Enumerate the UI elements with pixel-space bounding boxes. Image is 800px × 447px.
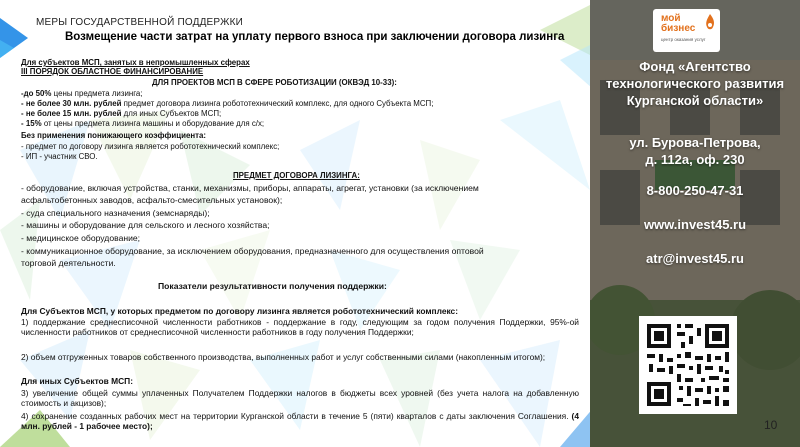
qr-code[interactable] (639, 316, 737, 414)
condition-item: - не более 30 млн. рублей предмет договора лизинга робототехнический комплекс, для одного Субъекта МСП; (21, 99, 434, 108)
subject-item: асфальтобетонных заводов, асфальто-смесительных установок); (21, 195, 283, 205)
page-title: Возмещение части затрат на уплату первого взноса при заключении договора лизинга (65, 31, 565, 43)
condition-item: -до 50% цены предмета лизинга; (21, 89, 143, 98)
robot-heading: ДЛЯ ПРОЕКТОВ МСП В СФЕРЕ РОБОТИЗАЦИИ (ОКВЭД 10-33): (152, 78, 397, 87)
subject-item: - оборудование, включая устройства, станки, механизмы, приборы, аппараты, агрегат, установки (за исключением (21, 183, 479, 193)
org-name-line: Курганской области» (626, 93, 764, 108)
indicator-item: 3) увеличение общей суммы уплаченных Получателем Поддержки налогов в бюджеты всех уровней (без учета налога на добавленную стоимость и акцизов); (21, 388, 579, 408)
no-coef-heading: Без применения понижающего коэффициента: (21, 131, 206, 140)
subject-item: - машины и оборудование для сельского и лесного хозяйства; (21, 220, 270, 230)
flame-icon (705, 14, 715, 32)
indicators-heading: Показатели результативности получения поддержки: (158, 281, 387, 291)
subject-item: - коммуникационное оборудование, за исключением оборудования, предназначенного для осуществления оптовой (21, 246, 484, 256)
qr-code-icon (639, 316, 737, 414)
section-label: МЕРЫ ГОСУДАРСТВЕННОЙ ПОДДЕРЖКИ (36, 17, 244, 28)
org-name-line: Фонд «Агентство (639, 59, 751, 74)
subject-item: торговой деятельности. (21, 258, 116, 268)
address-line: ул. Бурова-Петрова, (629, 135, 761, 150)
subject-heading: ПРЕДМЕТ ДОГОВОРА ЛИЗИНГА: (233, 171, 360, 180)
org-name-line: технологического развития (605, 76, 785, 91)
robot-indicators-heading: Для Субъектов МСП, у которых предметом по договору лизинга является робототехнический комплекс: (21, 306, 459, 316)
financing-heading: III ПОРЯДОК ОБЛАСТНОЕ ФИНАНСИРОВАНИЕ (21, 67, 204, 76)
subjects-note: Для субъектов МСП, занятых в непромышленных сферах (21, 58, 250, 67)
indicator-item: 2) объем отгруженных товаров собственного производства, выполненных работ и услуг собственными силами (накопленным итогом); (21, 352, 546, 362)
phone-number[interactable]: 8-800-250-47-31 (646, 183, 744, 198)
condition-item: - не более 15 млн. рублей для иных Субъектов МСП; (21, 109, 222, 118)
email-link[interactable]: atr@invest45.ru (646, 251, 744, 266)
address-line: д. 112а, оф. 230 (645, 152, 745, 167)
indicator-item: 1) поддержание среднесписочной численности работников - поддержание в году, следующим за годом получения Поддержки, 95%-ой численности работников от среднесписочной численности работников в году получения Поддержки; (21, 317, 579, 337)
condition-item: - 15% от цены предмета лизинга машины и оборудование для с/х; (21, 119, 265, 128)
page-number: 10 (764, 418, 778, 432)
subject-item: - медицинское оборудование; (21, 233, 141, 243)
moy-biznes-logo: мой бизнес центр оказания услуг (653, 9, 720, 52)
subject-item: - суда специального назначения (земснаряды); (21, 208, 210, 218)
other-indicators-heading: Для иных Субъектов МСП: (21, 376, 133, 386)
indicator-item: 4) сохранение созданных рабочих мест на территории Курганской области в течение 5 (пяти) кварталов с даты заключения Соглашения. (4 млн. рублей - 1 рабочее место); (21, 411, 579, 431)
no-coef-item: - ИП - участник СВО. (21, 152, 98, 161)
website-link[interactable]: www.invest45.ru (643, 217, 747, 232)
no-coef-item: - предмет по договору лизинга является робототехнический комплекс; (21, 142, 280, 151)
